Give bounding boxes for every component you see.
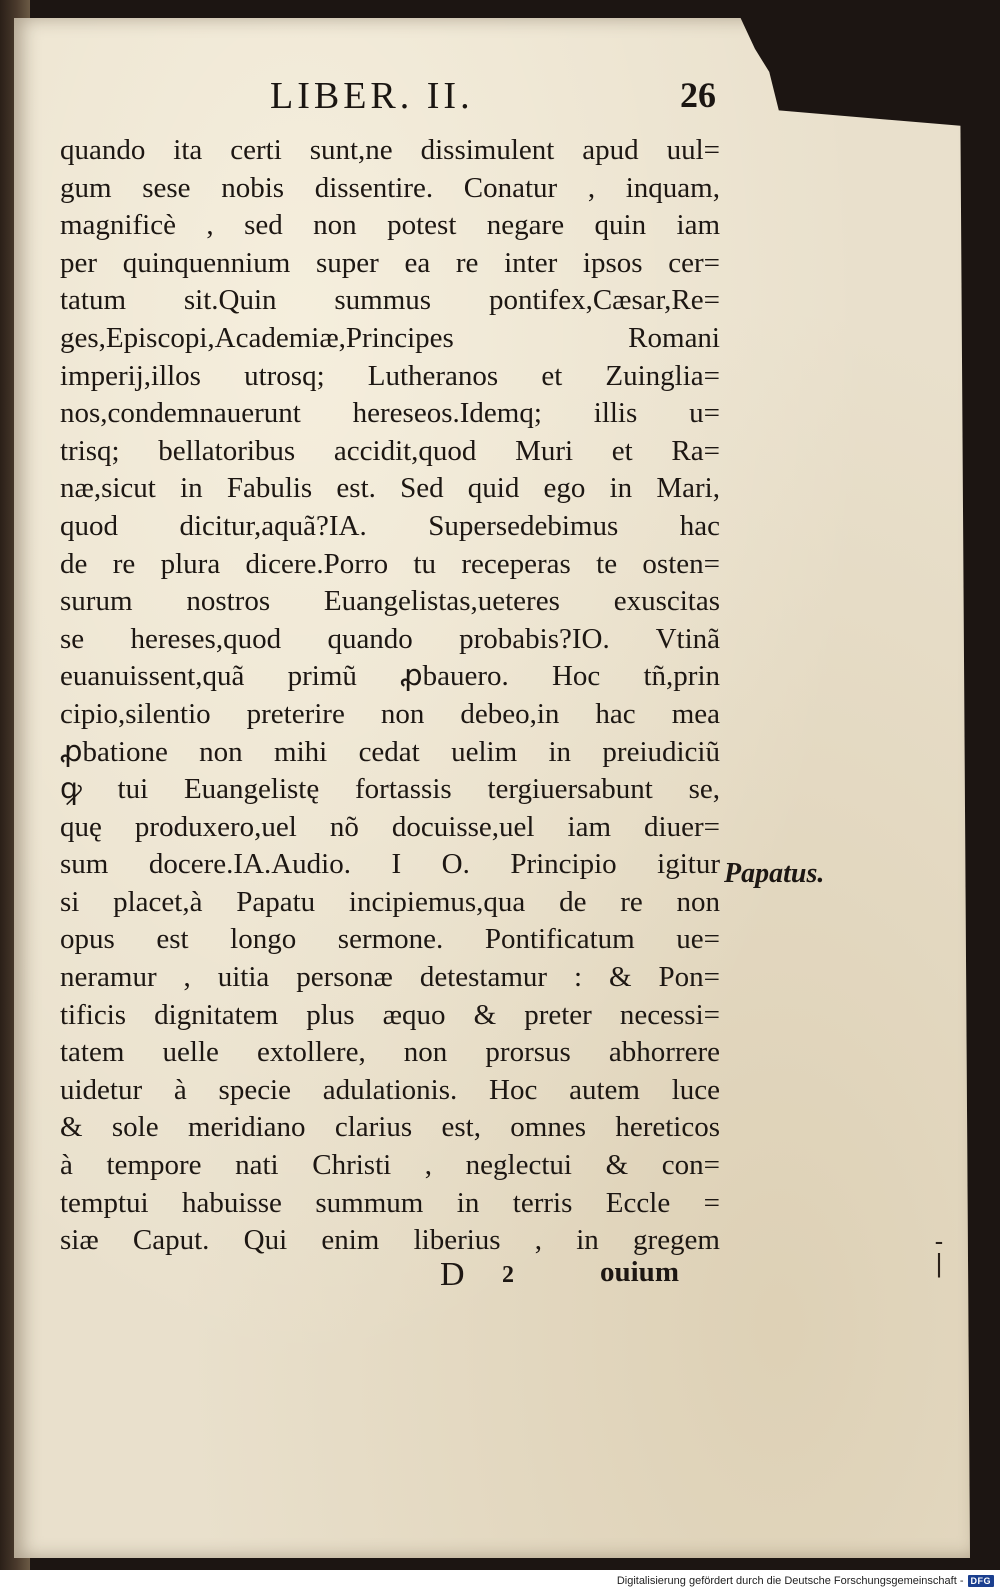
marginal-note: Papatus. (724, 858, 825, 889)
text-line: ꝓbatione non mihi cedat uelim in preiudiciũ (60, 735, 720, 768)
text-line: de re plura dicere.Porro tu receperas te osten= (60, 547, 720, 580)
text-line: neramur , uitia personæ detestamur : & Pon= (60, 961, 720, 994)
text-line: tatem uelle extollere, non prorsus abhorrere (60, 1036, 720, 1069)
text-line: gum sese nobis dissentire. Conatur , inquam, (60, 171, 720, 204)
text-line: & sole meridiano clarius est, omnes hereticos (60, 1111, 720, 1144)
text-line: trisq; bellatoribus accidit,quod Muri et Ra= (60, 434, 720, 467)
folio-number: 26 (680, 75, 716, 115)
text-line: euanuissent,quã primũ ꝓbauero. Hoc tñ,prin (60, 660, 720, 693)
text-line: opus est longo sermone. Pontificatum ue= (60, 923, 720, 956)
text-line: siæ Caput. Qui enim liberius , in gregem (60, 1224, 720, 1257)
text-line: uidetur à specie adulationis. Hoc autem luce (60, 1073, 720, 1106)
text-line: à tempore nati Christi , neglectui & con= (60, 1149, 720, 1182)
text-line: per quinquennium super ea re inter ipsos cer= (60, 246, 720, 279)
text-line: temptui habuisse summum in terris Eccle = (60, 1186, 720, 1219)
text-line: tatum sit.Quin summus pontifex,Cæsar,Re= (60, 284, 720, 317)
text-line: quando ita certi sunt,ne dissimulent apud uul= (60, 134, 720, 166)
text-line: magnificè , sed non potest negare quin iam (60, 209, 720, 242)
text-line: næ,sicut in Fabulis est. Sed quid ego in Mari, (60, 472, 720, 505)
text-line: cipio,silentio preterire non debeo,in hac mea (60, 697, 720, 730)
text-line: se hereses,quod quando probabis?IO. Vtinã (60, 622, 720, 655)
text-line: imperij,illos utrosq; Lutheranos et Zuinglia= (60, 359, 720, 392)
text-line: tificis dignitatem plus æquo & preter necessi= (60, 998, 720, 1031)
running-head: LIBER. II. (270, 75, 474, 117)
text-line: quod dicitur,aquã?IA. Supersedebimus hac (60, 509, 720, 542)
text-line: ges,Episcopi,Academiæ,Principes Romani (60, 321, 720, 354)
footer-credit: Digitalisierung gefördert durch die Deutsche Forschungsgemeinschaft - (616, 1575, 964, 1587)
text-line: quę produxero,uel nõ docuisse,uel iam diuer= (60, 810, 720, 843)
signature-number: 2 (502, 1262, 514, 1288)
text-line: nos,condemnauerunt hereseos.Idemq; illis u= (60, 397, 720, 430)
footer (617, 1575, 994, 1587)
text-line: si placet,à Papatu incipiemus,qua de re non (60, 885, 720, 918)
text-block (60, 132, 720, 1260)
edge-marks: - | (934, 1226, 944, 1278)
text-line: sum docere.IA.Audio. I O. Principio igitur (60, 848, 720, 881)
catchword: ouium (600, 1256, 679, 1288)
signature-mark: D (440, 1256, 465, 1293)
text-line: surum nostros Euangelistas,ueteres exuscitas (60, 585, 720, 618)
dfg-logo: DFG (968, 1575, 995, 1587)
text-line: ꝙ tui Euangelistę fortassis tergiuersabunt se, (60, 773, 720, 806)
